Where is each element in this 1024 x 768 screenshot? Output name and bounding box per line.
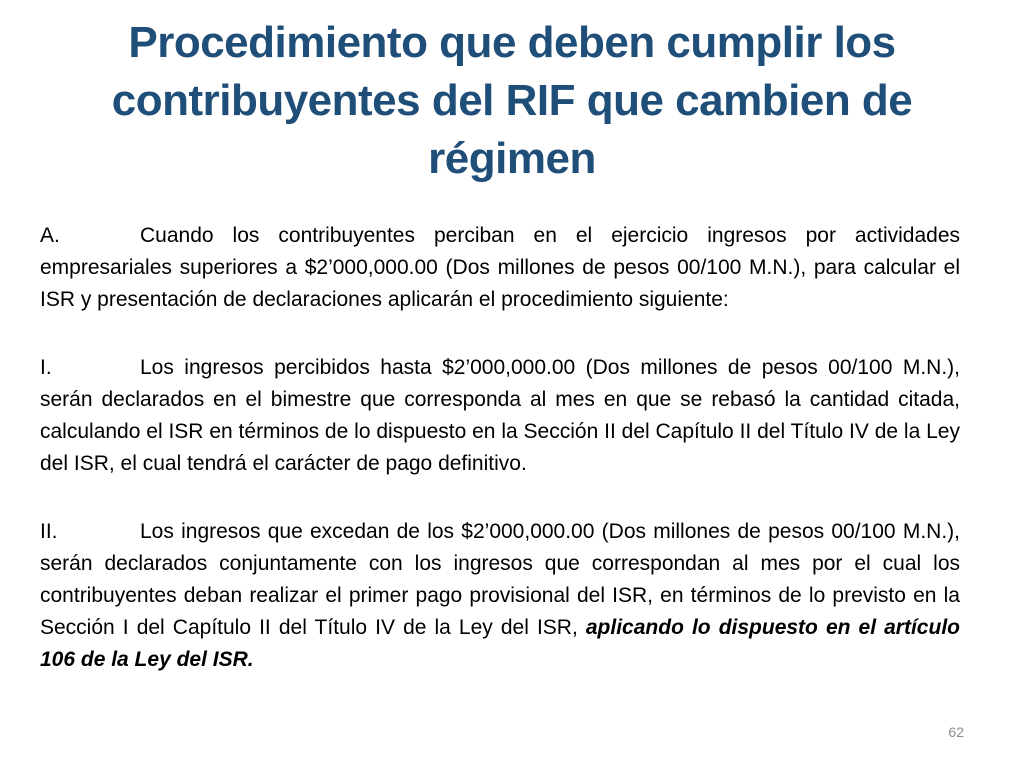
paragraph-text: Los ingresos percibidos hasta $2’000,000.00 (Dos millones de pesos 00/100 M.N.), serán declarados en el bimestre que corresponda al mes en que se rebasó la cantidad citada, calculando el ISR en términos de lo dispuesto en la Sección II del Capítulo II del Título IV de la Ley del ISR, el cual tendrá el carácter de pago definitivo.	[40, 356, 960, 475]
slide-body	[40, 220, 960, 712]
paragraph-ii	[40, 516, 960, 676]
slide-title: Procedimiento que deben cumplir los contribuyentes del RIF que cambien de régimen	[111, 18, 913, 183]
paragraph-a	[40, 220, 960, 316]
paragraph-text: Los ingresos que excedan de los $2’000,000.00 (Dos millones de pesos 00/100 M.N.), serán declarados conjuntamente con los ingresos que correspondan al mes por el cual los contribuyentes deban realizar el primer pago provisional del ISR, en términos de lo previsto en la Sección I del Capítulo II del Título IV de la Ley del ISR,	[40, 520, 960, 639]
paragraph-marker: II.	[40, 520, 58, 543]
paragraph-text: Cuando los contribuyentes perciban en el ejercicio ingresos por actividades empresariales superiores a $2’000,000.00 (Dos millones de pesos 00/100 M.N.), para calcular el ISR y presentación de declaraciones aplicarán el procedimiento siguiente:	[40, 224, 960, 311]
paragraph-i	[40, 352, 960, 480]
page-number: 62	[948, 724, 964, 740]
paragraph-marker: A.	[40, 224, 60, 247]
emphasized-text: aplicando lo dispuesto en el artículo 106 de la Ley del ISR.	[40, 616, 960, 671]
paragraph-marker: I.	[40, 356, 52, 379]
